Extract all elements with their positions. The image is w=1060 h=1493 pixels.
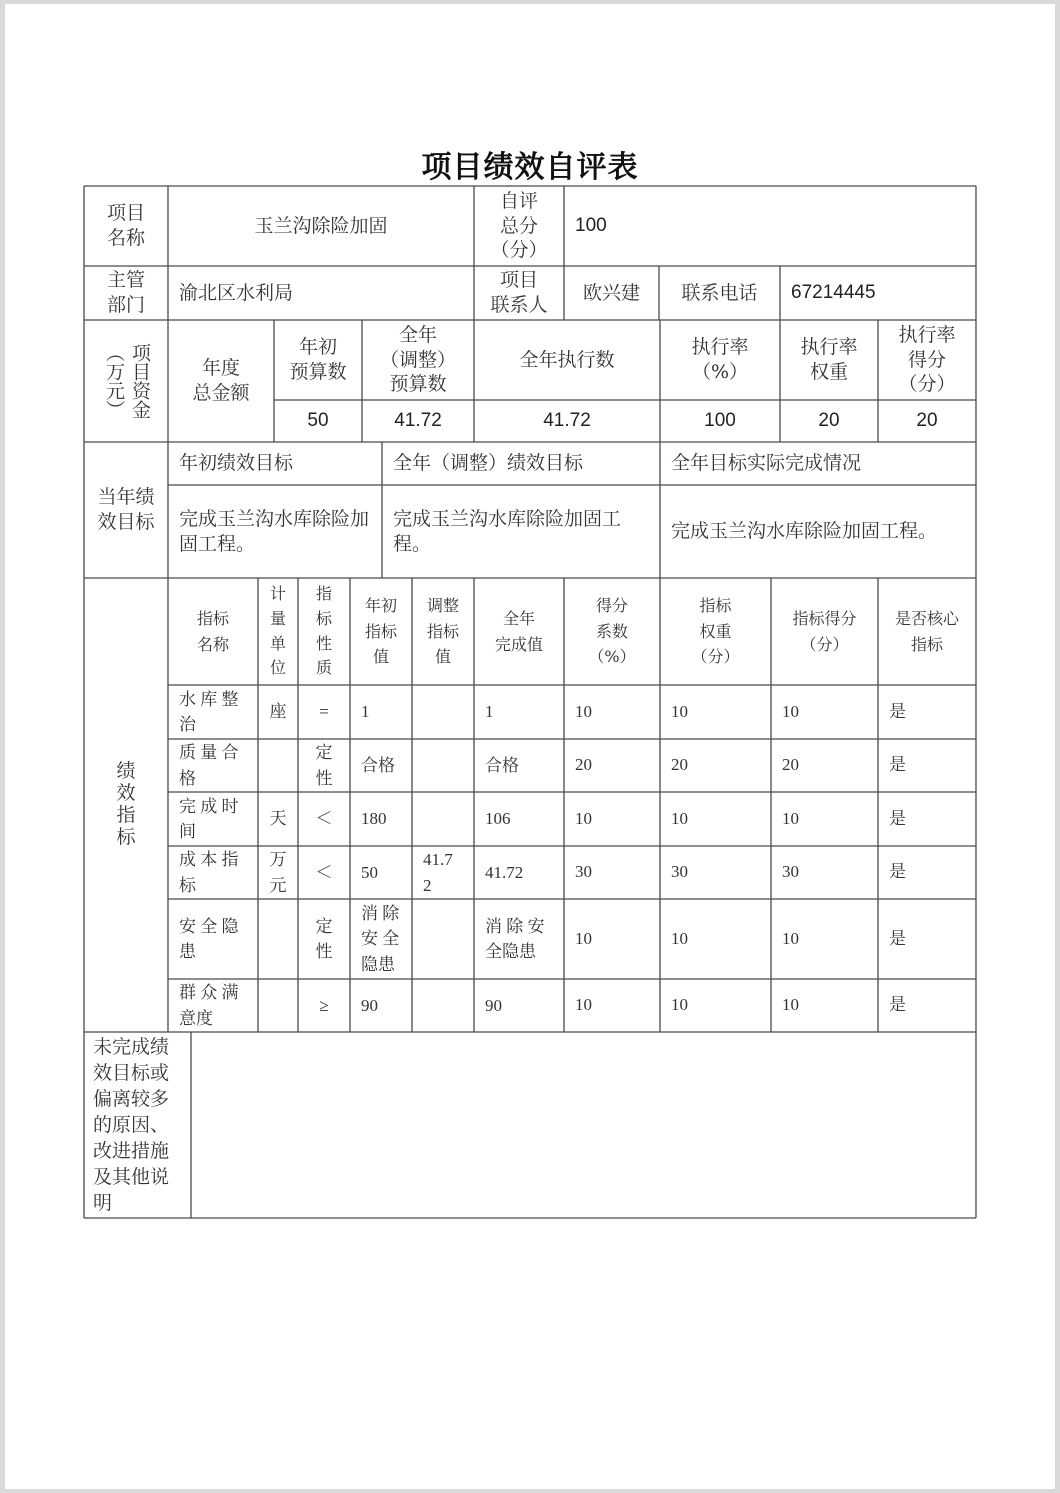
indicator-score: 10 [782, 701, 799, 721]
indicator-unit: 万 元 [269, 850, 287, 895]
header-adjusted-value: 调整 指标 值 [426, 596, 459, 667]
indicator-name: 水 库 整 治 [179, 689, 239, 734]
indicator-unit [258, 899, 298, 979]
indicator-score: 30 [782, 862, 799, 882]
indicator-score: 10 [782, 808, 799, 828]
indicator-score: 10 [782, 995, 799, 1015]
adjusted-goal-label: 全年（调整）绩效目标 [393, 452, 584, 475]
indicator-score-coef: 20 [575, 755, 592, 775]
funds-title-label: 项目资金 [129, 343, 151, 419]
indicator-final-value: 106 [485, 809, 511, 829]
indicator-final-value: 合格 [485, 755, 519, 775]
header-final-value: 全年 完成值 [494, 608, 543, 654]
indicator-score-coef: 10 [575, 928, 592, 948]
indicator-score: 20 [782, 755, 799, 775]
header-weight: 指标 权重 （分） [691, 596, 740, 667]
document-title: 项目绩效自评表 [421, 150, 639, 185]
department-label: 主管 部门 [106, 269, 145, 316]
indicator-name: 群 众 满 意度 [179, 983, 239, 1028]
indicators-section-label: 绩 效 指 标 [116, 760, 136, 848]
indicator-score-coef: 30 [575, 862, 592, 882]
indicator-weight: 30 [671, 862, 688, 882]
indicator-adjusted-value [412, 792, 474, 846]
indicator-name: 质 量 合 格 [179, 743, 239, 788]
indicator-weight: 10 [671, 928, 688, 948]
indicator-initial-value: 90 [361, 995, 378, 1015]
adjusted-budget-value: 41.72 [394, 409, 442, 431]
initial-goal-text: 完成玉兰沟水库除险加固工程。 [179, 507, 370, 555]
indicator-nature: ＜ [315, 809, 333, 829]
indicator-final-value: 41.72 [485, 862, 524, 882]
indicator-final-value: 消 除 安 全隐患 [485, 916, 545, 961]
project-name-label: 项目 名称 [106, 202, 145, 249]
indicator-final-value: 90 [485, 995, 502, 1015]
exec-weight-label: 执行率 权重 [800, 336, 858, 383]
indicator-score-coef: 10 [575, 808, 592, 828]
indicator-nature: ≥ [319, 995, 329, 1015]
indicator-adjusted-value [412, 979, 474, 1032]
exec-rate-label: 执行率 （%） [691, 336, 749, 383]
indicator-core: 是 [889, 995, 906, 1015]
exec-weight-value: 20 [818, 409, 840, 431]
contact-person-value: 欧兴建 [582, 281, 640, 304]
department-value: 渝北区水利局 [179, 281, 294, 304]
adjusted-goal-text: 完成玉兰沟水库除险加固工程。 [393, 507, 622, 555]
self-score-label: 自评 总分 （分） [490, 189, 548, 262]
header-nature: 指 标 性 质 [315, 583, 332, 678]
indicator-initial-value: 消 除 安 全 隐患 [361, 903, 400, 974]
indicator-core: 是 [889, 808, 906, 828]
indicator-adjusted-value [412, 739, 474, 792]
indicator-initial-value: 180 [361, 809, 387, 829]
executed-label: 全年执行数 [519, 348, 615, 371]
indicator-nature: ＜ [315, 862, 333, 882]
header-initial-value: 年初 指标 值 [364, 596, 397, 667]
remarks-content [191, 1032, 976, 1218]
exec-score-label: 执行率 得分 （分） [898, 323, 956, 396]
header-unit: 计 量 单 位 [269, 583, 286, 678]
goals-section-label: 当年绩 效目标 [97, 486, 155, 533]
indicator-score: 10 [782, 928, 799, 948]
initial-goal-label: 年初绩效目标 [179, 452, 294, 475]
initial-budget-value: 50 [307, 409, 329, 431]
indicator-initial-value: 50 [361, 862, 378, 882]
actual-goal-text: 完成玉兰沟水库除险加固工程。 [671, 520, 938, 543]
phone-label: 联系电话 [681, 281, 758, 304]
indicator-core: 是 [889, 862, 906, 882]
funds-unit-label: （万元） [103, 343, 125, 419]
indicator-adjusted-value: 41.7 2 [423, 850, 453, 895]
adjusted-budget-label: 全年 （调整） 预算数 [379, 323, 456, 396]
header-indicator-name: 指标 名称 [196, 608, 229, 654]
indicator-initial-value: 1 [361, 702, 370, 722]
exec-score-value: 20 [916, 409, 938, 431]
indicator-score-coef: 10 [575, 701, 592, 721]
indicator-core: 是 [889, 928, 906, 948]
funds-section-label [84, 320, 168, 442]
indicator-weight: 20 [671, 755, 688, 775]
self-score-value: 100 [575, 214, 607, 236]
indicator-unit [258, 979, 298, 1032]
indicator-final-value: 1 [485, 702, 494, 722]
initial-budget-label: 年初 预算数 [289, 336, 347, 383]
indicator-weight: 10 [671, 995, 688, 1015]
project-name-value: 玉兰沟除险加固 [254, 214, 388, 237]
header-score: 指标得分 （分） [792, 608, 857, 654]
indicator-core: 是 [889, 755, 906, 775]
header-core: 是否核心 指标 [894, 608, 959, 654]
indicator-name: 完 成 时 间 [179, 796, 239, 841]
remarks-label: 未完成绩 效目标或 偏离较多 的原因、 改进措施 及其他说 明 [93, 1035, 170, 1215]
indicator-weight: 10 [671, 808, 688, 828]
contact-person-label: 项目 联系人 [490, 269, 548, 316]
indicator-name: 成 本 指 标 [179, 850, 239, 895]
indicator-nature: = [319, 702, 329, 722]
indicator-core: 是 [889, 701, 906, 721]
executed-value: 41.72 [543, 409, 591, 431]
indicator-unit [258, 739, 298, 792]
indicator-adjusted-value [412, 899, 474, 979]
indicator-initial-value: 合格 [361, 755, 395, 775]
indicator-unit: 天 [269, 809, 287, 829]
indicator-weight: 10 [671, 701, 688, 721]
indicator-name: 安 全 隐 患 [179, 916, 239, 961]
phone-value: 67214445 [791, 281, 876, 303]
indicator-score-coef: 10 [575, 995, 592, 1015]
exec-rate-value: 100 [704, 409, 736, 431]
indicator-nature: 定 性 [315, 916, 333, 961]
indicator-unit: 座 [269, 702, 287, 722]
actual-goal-label: 全年目标实际完成情况 [671, 452, 862, 475]
indicator-adjusted-value [412, 685, 474, 739]
indicator-nature: 定 性 [315, 743, 333, 788]
annual-total-label: 年度 总金额 [192, 357, 250, 404]
header-score-coef: 得分 系数 （%） [588, 596, 636, 667]
